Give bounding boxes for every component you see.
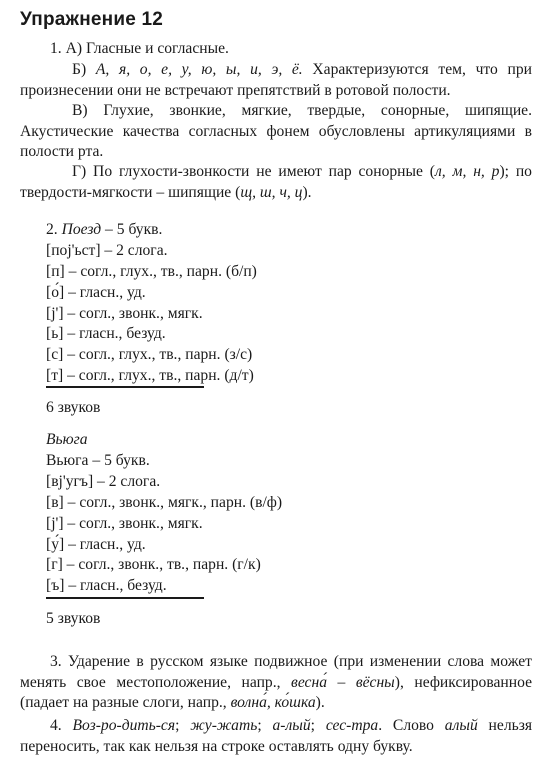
task2-word1-sound-line: [п] – согл., глух., тв., парн. (б/п) bbox=[46, 263, 257, 280]
task3-text1: 3. Ударение в русском языке подвижное (при изменении слова может менять свое местоположение, напр., bbox=[20, 653, 532, 691]
task4-word3: а-лый bbox=[272, 717, 311, 734]
task1-a bbox=[20, 39, 532, 60]
task2-word1-sound-line: [с] – согл., глух., тв., парн. (з/с) bbox=[46, 346, 253, 364]
task2-count1: 6 звуков bbox=[46, 399, 101, 416]
task1-g-text1: Г) По глухости-звонкости не имеют пар сонорные ( bbox=[72, 163, 435, 180]
task4-text2: нельзя переносить, так как нельзя на строке оставлять одну букву. bbox=[20, 717, 533, 755]
task1-b-text: Характеризуются тем, что при произнесении они не встречают препятствий в ротовой полости. bbox=[20, 61, 532, 99]
task1-number: 1. bbox=[50, 40, 62, 57]
task1-b bbox=[20, 60, 532, 101]
task1-g-text3: ). bbox=[302, 183, 312, 201]
task1-v-text: В) Глухие, звонкие, мягкие, твердые, сонорные, шипящие. Акустические качества согласных фонем обусловлены артикуляциями в полости рта. bbox=[20, 102, 532, 160]
task4-word1: Воз-ро-дить-ся bbox=[72, 717, 176, 734]
task4-sep1: ; bbox=[175, 717, 191, 734]
task1-g-sonorants: л, м, н, р bbox=[434, 163, 500, 180]
task2-word2: Вьюга bbox=[46, 431, 88, 448]
task4-word5: алый bbox=[444, 717, 478, 734]
task2-word2-sound-line: [ъ] – гласн., безуд. bbox=[46, 577, 167, 595]
task2-transcription2: [вj'угъ] – 2 слога. bbox=[46, 473, 161, 490]
task2-word1-sound-line: [j'] – согл., звонк., мягк. bbox=[46, 304, 203, 322]
task2-word1-sound-line: [о́] – гласн., уд. bbox=[46, 283, 146, 301]
task1-b-letters: А, я, о, е, у, ю, ы, и, э, ё. bbox=[95, 61, 303, 78]
task2-number: 2. bbox=[46, 221, 58, 238]
task4-word2: жу-жать bbox=[190, 717, 258, 734]
task1-g-text2: ); по твердости-мягкости – шипящие ( bbox=[20, 163, 532, 201]
task3-text3: ). bbox=[315, 694, 325, 711]
task1-g-sibilants: щ, ш, ч, ц bbox=[240, 183, 303, 201]
task3-text2: ), нефиксированное (падает на разные слоги, напр., bbox=[20, 673, 532, 711]
task3-example1: весна́ – вёсны bbox=[291, 673, 395, 691]
task2-word2-heading bbox=[46, 430, 88, 450]
task4-number: 4. bbox=[50, 717, 73, 734]
task2-count2: 5 звуков bbox=[46, 610, 101, 627]
task2-word1-letters: – 5 букв. bbox=[101, 221, 163, 238]
task1-a-text: А) Гласные и согласные. bbox=[65, 40, 229, 57]
task2-word1-sound-line: [ь] – гласн., безуд. bbox=[46, 325, 166, 343]
divider-2 bbox=[46, 597, 204, 599]
task2-transcription1: [поj'ьст] – 2 слога. bbox=[46, 242, 168, 259]
task4 bbox=[20, 716, 532, 757]
task2-word2-sound-line: [у́] – гласн., уд. bbox=[46, 535, 146, 553]
task4-word4: сес-тра bbox=[325, 717, 379, 734]
task2-word2-sound-line: [в] – согл., звонк., мягк., парн. (в/ф) bbox=[46, 494, 283, 511]
exercise-title: Упражнение 12 bbox=[20, 9, 163, 30]
task2-word1: Поезд bbox=[61, 221, 102, 238]
task4-sep3: ; bbox=[310, 717, 326, 734]
task2-word2-sound-line: [г] – согл., звонк., тв., парн. (г/к) bbox=[46, 556, 261, 574]
task4-sep2: ; bbox=[257, 717, 273, 734]
task2-word1-line bbox=[46, 220, 162, 240]
task1-v bbox=[20, 101, 532, 163]
task2-word2-sound-line: [j'] – согл., звонк., мягк. bbox=[46, 514, 203, 532]
task1-g bbox=[20, 162, 532, 203]
task2-word2-letters: Вьюга – 5 букв. bbox=[46, 452, 150, 469]
divider-1 bbox=[46, 386, 204, 388]
task2-word1-sound-line: [т] – согл., глух., тв., парн. (д/т) bbox=[46, 367, 254, 384]
task3-example2: волна́, ко́шка bbox=[230, 694, 316, 711]
task4-text1: . Слово bbox=[378, 717, 445, 734]
task3 bbox=[20, 652, 532, 714]
task1-b-label: Б) bbox=[72, 61, 87, 78]
